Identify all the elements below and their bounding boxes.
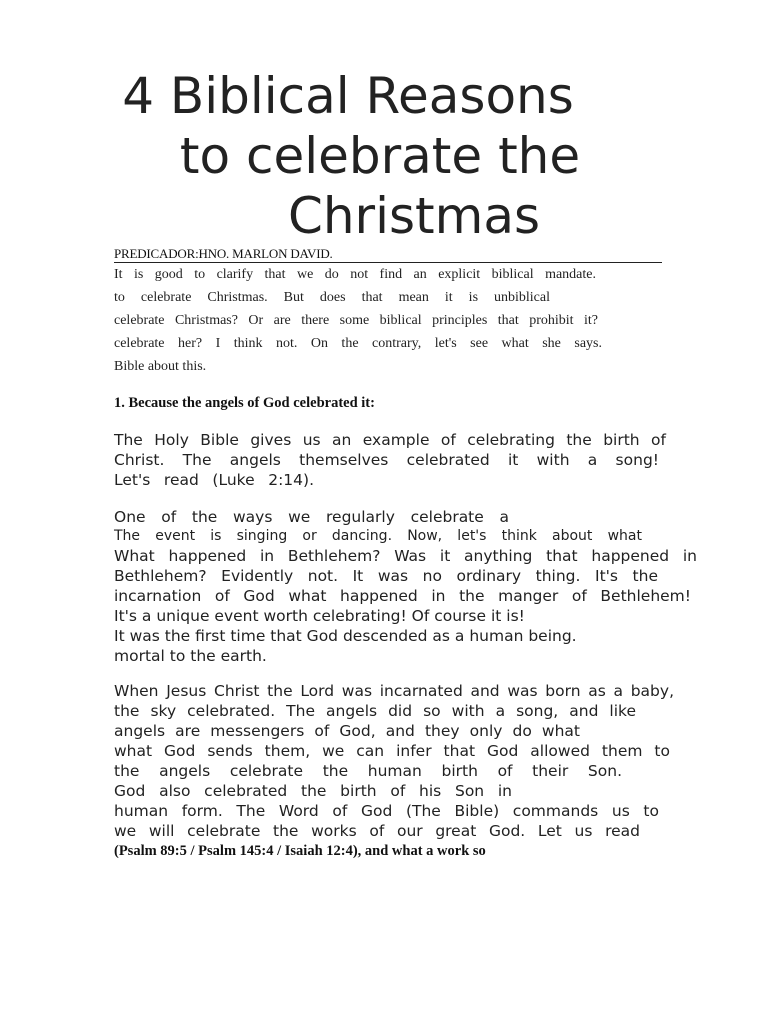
text-line: we will celebrate the works of our great God. Let us read [114, 822, 640, 840]
document-title [100, 66, 660, 246]
text-line: incarnation of God what happened in the manger of Bethlehem! [114, 587, 691, 605]
scripture-reference: (Psalm 89:5 / Psalm 145:4 / Isaiah 12:4), and what a work so [114, 843, 486, 859]
text-line: When Jesus Christ the Lord was incarnated and was born as a baby, [114, 682, 674, 700]
text-line: What happened in Bethlehem? Was it anything that happened in [114, 547, 697, 565]
text-line: Let's read (Luke 2:14). [114, 471, 314, 489]
text-line: mortal to the earth. [114, 647, 267, 665]
text-line: God also celebrated the birth of his Son in [114, 782, 512, 800]
text-line: Bible about this. [114, 359, 207, 374]
text-line: It's a unique event worth celebrating! Of course it is! [114, 607, 525, 625]
preacher-byline: PREDICADOR:HNO. MARLON DAVID. [114, 246, 662, 263]
text-line: to celebrate Christmas. But does that mean it is unbiblical [114, 290, 550, 305]
paragraph-3 [114, 681, 674, 861]
text-line: the sky celebrated. The angels did so with a song, and like [114, 702, 636, 720]
paragraph-1 [114, 430, 666, 490]
text-line: The event is singing or dancing. Now, let's think about what [114, 528, 642, 544]
text-line: the angels celebrate the human birth of their Son. [114, 762, 622, 780]
text-line: celebrate Christmas? Or are there some biblical principles that prohibit it? [114, 313, 598, 328]
section-heading: 1. Because the angels of God celebrated it: [114, 395, 375, 411]
title-line: 4 Biblical Reasons [122, 67, 574, 125]
title-line: to celebrate the [179, 127, 581, 185]
paragraph-2 [114, 507, 697, 666]
text-line: It was the first time that God descended as a human being. [114, 627, 577, 645]
text-line: Bethlehem? Evidently not. It was no ordinary thing. It's the [114, 567, 658, 585]
text-line: angels are messengers of God, and they only do what [114, 722, 580, 740]
text-line: Christ. The angels themselves celebrated it with a song! [114, 451, 659, 469]
text-line: The Holy Bible gives us an example of celebrating the birth of [114, 431, 666, 449]
text-line: what God sends them, we can infer that God allowed them to [114, 742, 670, 760]
text-line: human form. The Word of God (The Bible) commands us to [114, 802, 659, 820]
text-line: One of the ways we regularly celebrate a [114, 508, 509, 526]
intro-paragraph [114, 263, 604, 378]
title-line: Christmas [287, 187, 541, 245]
text-line: celebrate her? I think not. On the contrary, let's see what she says. [114, 336, 602, 351]
text-line: It is good to clarify that we do not find an explicit biblical mandate. [114, 267, 596, 282]
